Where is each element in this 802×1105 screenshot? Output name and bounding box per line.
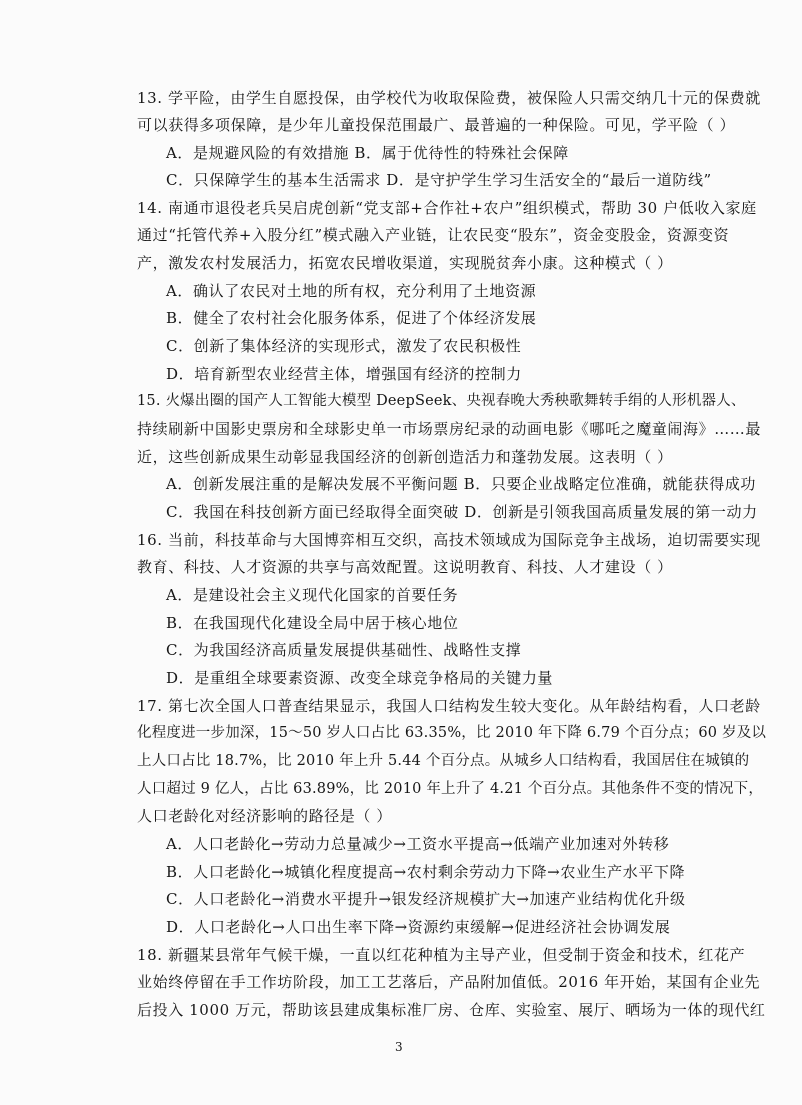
- option-line: D．培育新型农业经营主体，增强国有经济的控制力: [166, 365, 522, 383]
- option-line: A．确认了农民对土地的所有权，充分利用了土地资源: [166, 282, 537, 300]
- question-stem-line: 16. 当前，科技革命与大国博弈相互交织，高技术领域成为国际竞争主战场，迫切需要实现: [137, 531, 761, 549]
- question-stem-line: 通过“托管代养+入股分红”模式融入产业链，让农民变“股东”，资金变股金，资源变资: [137, 226, 730, 244]
- question-stem-line: 15. 火爆出圈的国产人工智能大模型 DeepSeek、央视春晚大秀秧歌舞转手绢的人形机器人、: [137, 393, 746, 409]
- option-line: A．是规避风险的有效措施 B．属于优待性的特殊社会保障: [166, 144, 569, 162]
- option-line: D．人口老龄化→人口出生率下降→资源约束缓解→促进经济社会协调发展: [166, 918, 671, 936]
- option-line: D．是重组全球要素资源、改变全球竞争格局的关键力量: [166, 669, 554, 687]
- page-number: 3: [395, 1040, 403, 1054]
- question-stem-line: 教育、科技、人才资源的共享与高效配置。这说明教育、科技、人才建设（ ）: [137, 558, 673, 576]
- option-line: A．创新发展注重的是解决发展不平衡问题 B．只要企业战略定位准确，就能获得成功: [166, 475, 757, 493]
- question-stem-line: 近，这些创新成果生动彰显我国经济的创新创造活力和蓬勃发展。这表明（ ）: [137, 448, 673, 466]
- option-line: C．只保障学生的基本生活需求 D．是守护学生学习生活安全的“最后一道防线”: [166, 171, 712, 189]
- question-stem-line: 人口超过 9 亿人，占比 63.89%，比 2010 年上升了 4.21 个百分点。其他条件不变的情况下，: [137, 781, 764, 797]
- question-stem-line: 持续刷新中国影史票房和全球影史单一市场票房纪录的动画电影《哪吒之魔童闹海》……最: [137, 420, 762, 438]
- question-stem-line: 18. 新疆某县常年气候干燥，一直以红花种植为主导产业，但受制于资金和技术，红花产: [137, 946, 746, 964]
- question-stem-line: 人口老龄化对经济影响的路径是（ ）: [137, 807, 392, 825]
- option-line: B．在我国现代化建设全局中居于核心地位: [166, 614, 459, 632]
- option-line: B．健全了农村社会化服务体系，促进了个体经济发展: [166, 309, 537, 327]
- option-line: A．是建设社会主义现代化国家的首要任务: [166, 586, 459, 604]
- question-stem-line: 14. 南通市退役老兵吴启虎创新“党支部+合作社+农户”组织模式，帮助 30 户低收入家庭: [137, 199, 757, 217]
- question-stem-line: 业始终停留在手工作坊阶段，加工工艺落后，产品附加值低。2016 年开始，某国有企业先: [137, 973, 761, 991]
- option-line: C．创新了集体经济的实现形式，激发了农民积极性: [166, 337, 522, 355]
- question-stem-line: 13. 学平险，由学生自愿投保，由学校代为收取保险费，被保险人只需交纳几十元的保费就: [137, 89, 761, 107]
- question-stem-line: 化程度进一步加深，15～50 岁人口占比 63.35%，比 2010 年下降 6.79 个百分点；60 岁及以: [137, 725, 767, 741]
- option-line: C．人口老龄化→消费水平提升→银发经济规模扩大→加速产业结构优化升级: [166, 890, 686, 908]
- question-stem-line: 上人口占比 18.7%，比 2010 年上升 5.44 个百分点。从城乡人口结构看，我国居住在城镇的: [137, 753, 750, 769]
- question-stem-line: 17. 第七次全国人口普查结果显示，我国人口结构发生较大变化。从年龄结构看，人口老龄: [137, 697, 761, 715]
- option-line: B．人口老龄化→城镇化程度提高→农村剩余劳动力下降→农业生产水平下降: [166, 863, 686, 881]
- option-line: C．我国在科技创新方面已经取得全面突破 D．创新是引领我国高质量发展的第一动力: [166, 503, 758, 521]
- option-line: A．人口老龄化→劳动力总量减少→工资水平提高→低端产业加速对外转移: [166, 835, 670, 853]
- question-stem-line: 产，激发农村发展活力，拓宽农民增收渠道，实现脱贫奔小康。这种模式（ ）: [137, 254, 673, 272]
- question-stem-line: 可以获得多项保障，是少年儿童投保范围最广、最普遍的一种保险。可见，学平险（ ）: [137, 116, 736, 134]
- option-line: C．为我国经济高质量发展提供基础性、战略性支撑: [166, 641, 522, 659]
- question-stem-line: 后投入 1000 万元，帮助该县建成集标准厂房、仓库、实验室、展厅、晒场为一体的现代红: [137, 1001, 766, 1019]
